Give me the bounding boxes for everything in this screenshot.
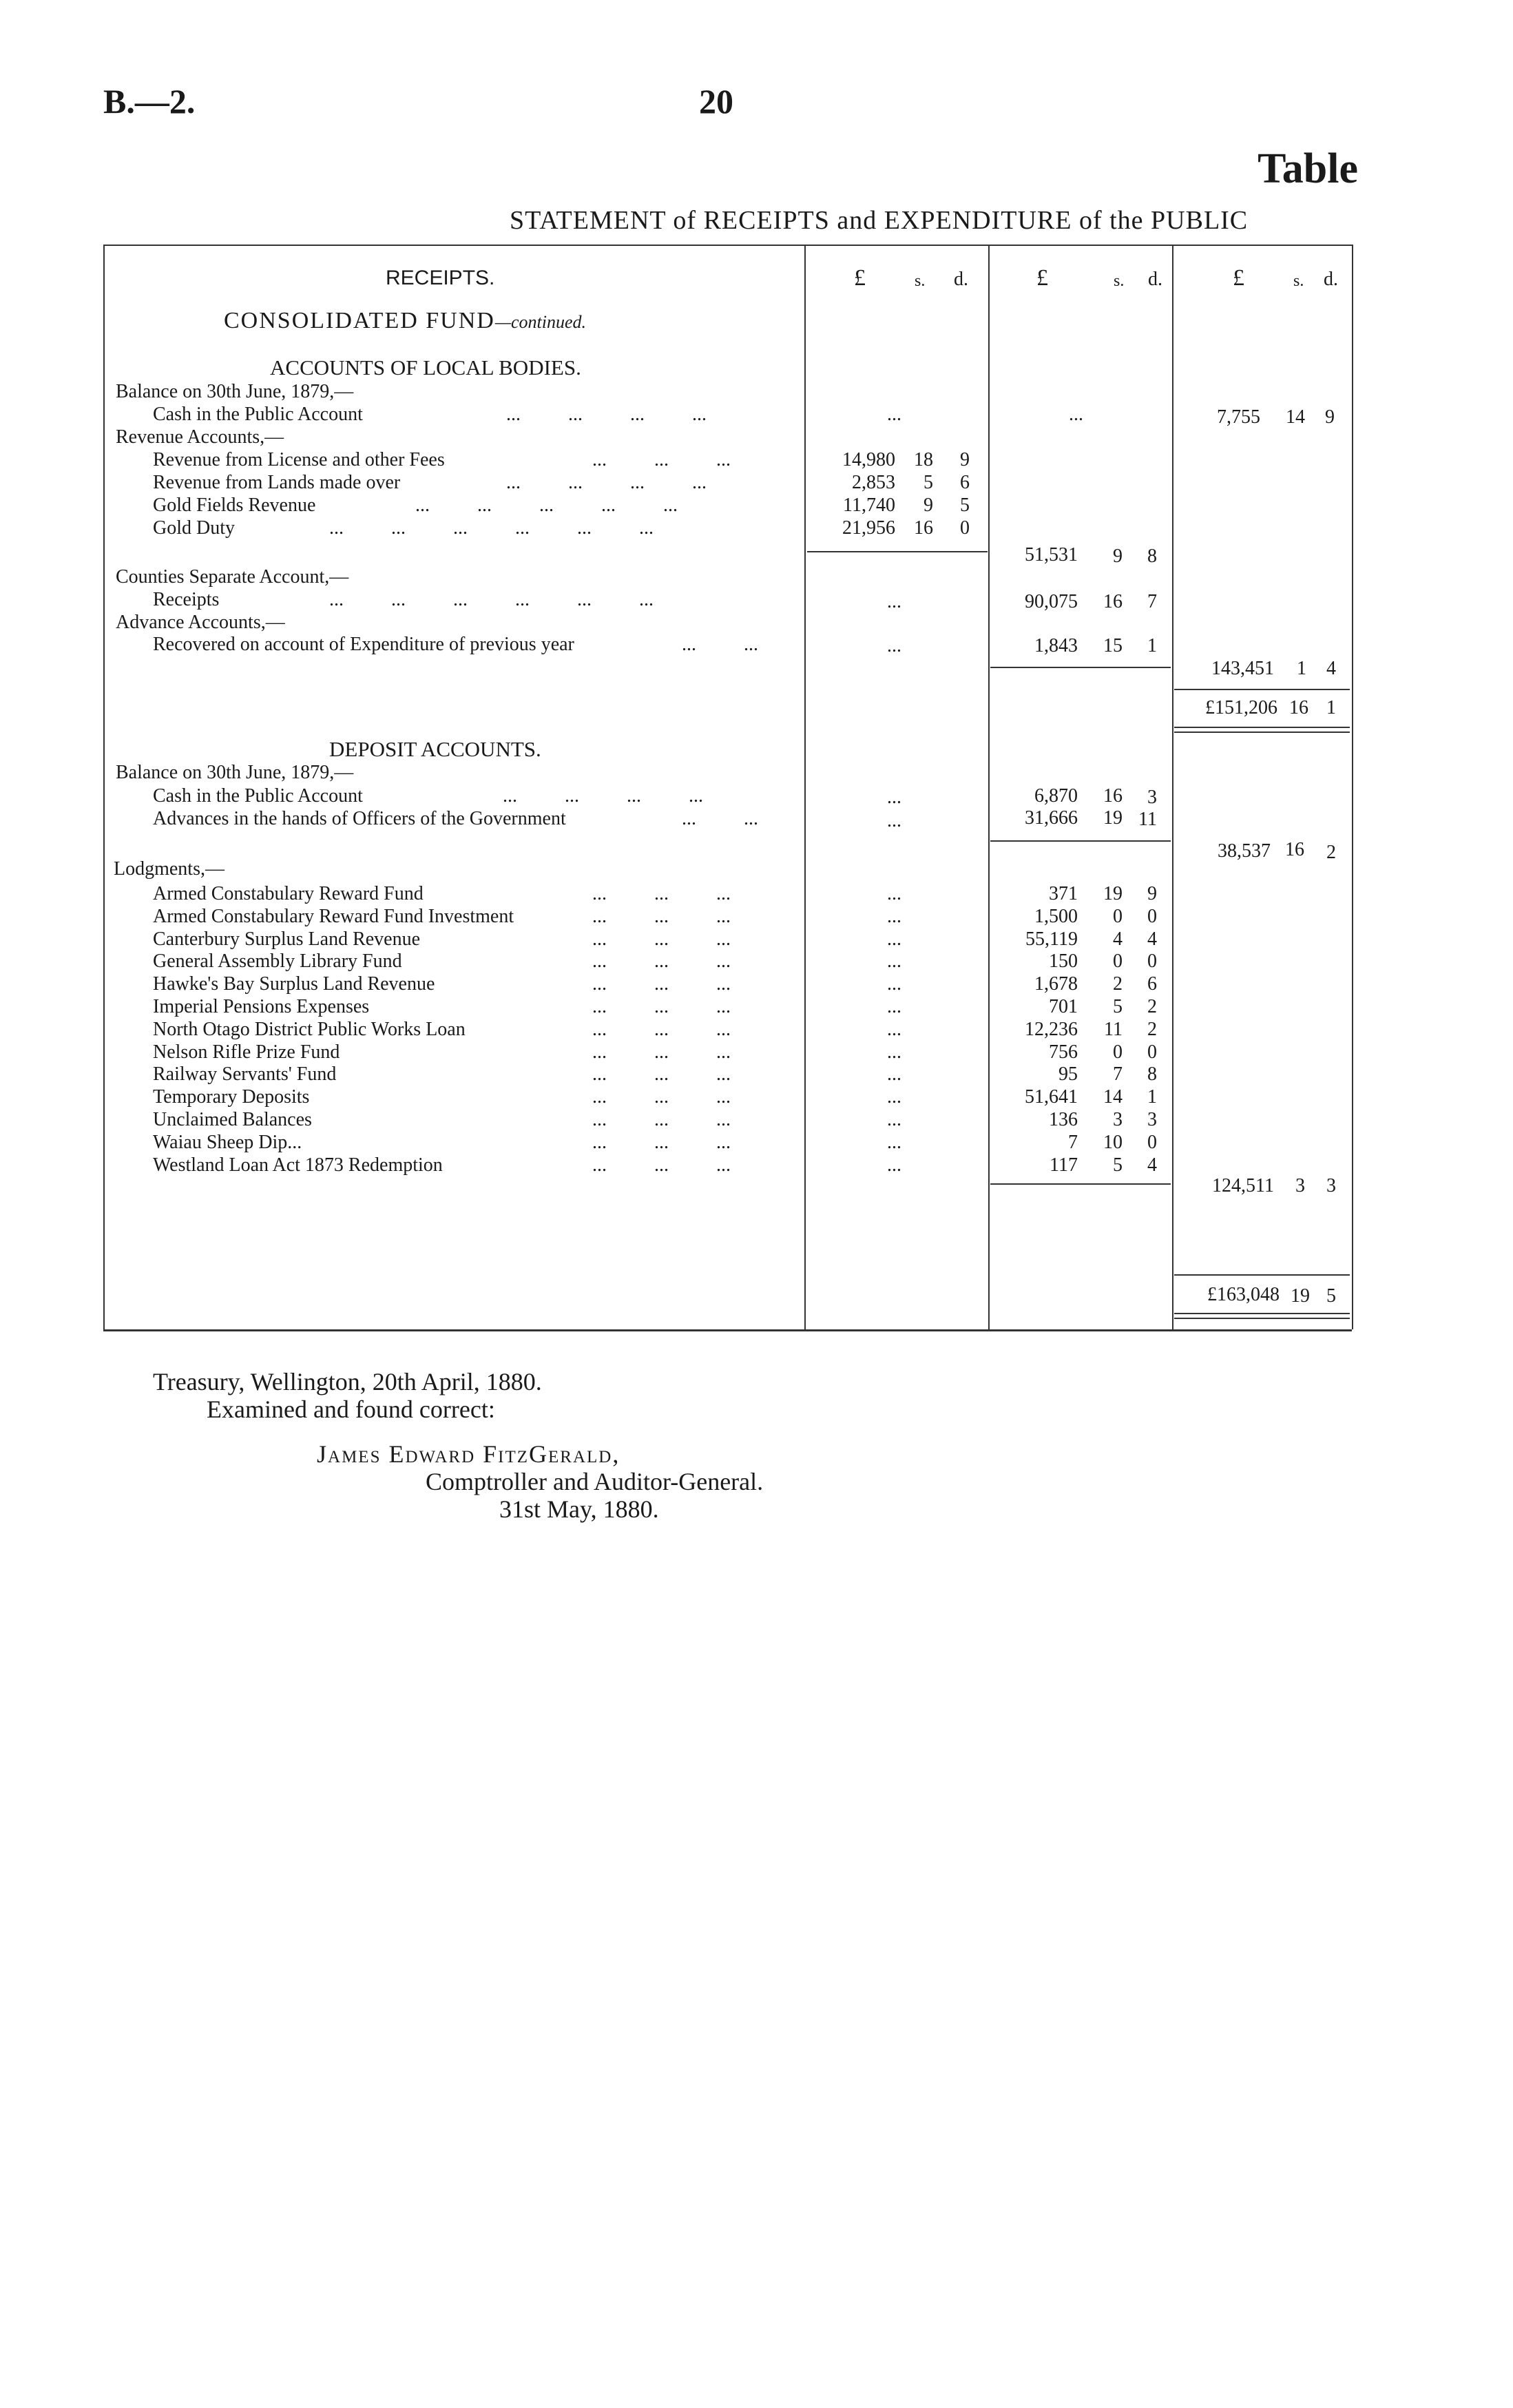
recovered-label: Recovered on account of Expenditure of previous year — [153, 634, 574, 655]
lodgment-label: Nelson Rifle Prize Fund — [153, 1041, 340, 1063]
lodgment-shillings: 3 — [1113, 1109, 1123, 1130]
fund-title: CONSOLIDATED FUND—continued. — [224, 308, 586, 333]
lodgment-shillings: 0 — [1113, 905, 1123, 927]
lodgment-label: Waiau Sheep Dip... — [153, 1131, 302, 1153]
deposit-cash-shillings: 16 — [1103, 785, 1123, 807]
lodgment-label: Imperial Pensions Expenses — [153, 996, 370, 1017]
receipts-column-header: RECEIPTS. — [386, 267, 495, 289]
subtotal-rule — [990, 840, 1171, 842]
total-double-rule — [1174, 1318, 1350, 1319]
local-subtotal-shillings: 1 — [1297, 658, 1306, 679]
counties-receipts-pence: 7 — [1147, 591, 1157, 612]
revenue-item-pence: 9 — [960, 449, 970, 470]
total-double-rule — [1174, 1313, 1350, 1314]
ellipsis: ... — [887, 1041, 901, 1063]
lodgment-pence: 8 — [1147, 1063, 1157, 1086]
column-divider — [1352, 245, 1353, 1329]
dot-leader: ... ... — [682, 634, 758, 655]
table-top-rule — [103, 245, 1352, 246]
recovered-pounds: 1,843 — [1034, 635, 1078, 656]
revenue-item-label: Revenue from License and other Fees — [153, 449, 445, 470]
statement-title: STATEMENT of RECEIPTS and EXPENDITURE of the PUBLIC — [510, 206, 1249, 235]
lodgment-pence: 4 — [1147, 928, 1157, 950]
subtotal-rule — [990, 667, 1171, 668]
lodgment-label: Canterbury Surplus Land Revenue — [153, 928, 421, 950]
column-divider — [988, 245, 990, 1329]
lodgment-shillings: 10 — [1103, 1131, 1123, 1153]
total-double-rule — [1174, 731, 1350, 733]
local-total-shillings: 16 — [1289, 697, 1308, 718]
ellipsis: ... — [887, 787, 901, 808]
deposit-balance-total-pounds: 38,537 — [1218, 840, 1271, 862]
lodgment-pounds: 55,119 — [1025, 928, 1078, 950]
revenue-item-shillings: 18 — [914, 449, 933, 470]
ellipsis: ... — [887, 635, 901, 656]
counties-receipts-shillings: 16 — [1103, 591, 1123, 612]
lodgment-label: Armed Constabulary Reward Fund Investment — [153, 905, 514, 927]
lodgments-label: Lodgments,— — [114, 858, 225, 880]
deposit-accounts-title: DEPOSIT ACCOUNTS. — [329, 737, 541, 761]
revenue-item-shillings: 5 — [924, 472, 933, 493]
lodgment-shillings: 5 — [1113, 996, 1123, 1017]
lodgment-pence: 1 — [1147, 1086, 1157, 1108]
revenue-item-pounds: 21,956 — [842, 517, 895, 539]
deposit-cash-pence: 3 — [1147, 787, 1157, 808]
ellipsis: ... — [887, 1063, 901, 1086]
deposit-advances-pence: 11 — [1138, 809, 1157, 830]
lodgment-shillings: 4 — [1113, 928, 1123, 950]
ellipsis: ... — [887, 1154, 901, 1176]
dot-leader: ... ... ... ... — [506, 404, 707, 425]
subtotal-rule — [807, 551, 988, 552]
ellipsis: ... — [887, 951, 901, 973]
counties-receipts-label: Receipts — [153, 589, 220, 610]
lodgment-pounds: 756 — [1049, 1041, 1078, 1063]
revenue-item-label: Gold Fields Revenue — [153, 495, 316, 516]
local-subtotal-pounds: 143,451 — [1211, 658, 1274, 679]
local-subtotal-pence: 4 — [1326, 658, 1336, 679]
lodgments-total-shillings: 3 — [1295, 1175, 1305, 1196]
lodgment-pounds: 701 — [1049, 996, 1078, 1017]
local-total-pounds: £151,206 — [1205, 697, 1277, 718]
lodgment-label: Railway Servants' Fund — [153, 1063, 337, 1086]
ellipsis: ... — [887, 810, 901, 831]
dot-leader: ... ... ... ... ... — [415, 495, 678, 516]
revenue-sum-shillings: 9 — [1113, 546, 1123, 567]
counties-label: Counties Separate Account,— — [116, 566, 349, 588]
revenue-item-pounds: 14,980 — [842, 449, 895, 470]
dot-leader: ... ... ... ... — [506, 472, 707, 493]
deposit-cash-pounds: 6,870 — [1034, 785, 1078, 807]
dot-leader: ... ... ... ... ... ... — [329, 517, 654, 539]
lodgment-label: Temporary Deposits — [153, 1086, 310, 1108]
lodgment-pence: 0 — [1147, 1131, 1157, 1153]
dot-leader: ... ... ... — [592, 1131, 731, 1153]
lodgment-shillings: 5 — [1113, 1154, 1123, 1176]
subtotal-rule — [990, 1183, 1171, 1185]
column-divider — [103, 245, 105, 1329]
ellipsis: ... — [887, 883, 901, 904]
lodgment-pence: 3 — [1147, 1109, 1157, 1130]
ellipsis: ... — [887, 973, 901, 995]
ellipsis: ... — [887, 404, 901, 425]
lodgments-total-pence: 3 — [1326, 1175, 1336, 1196]
deposit-advances-pounds: 31,666 — [1025, 807, 1078, 829]
ellipsis: ... — [1069, 404, 1083, 425]
local-bodies-title: ACCOUNTS OF LOCAL BODIES. — [270, 355, 581, 380]
revenue-item-label: Revenue from Lands made over — [153, 472, 401, 493]
ellipsis: ... — [887, 1018, 901, 1040]
col3-pound-header: £ — [1233, 265, 1244, 291]
lodgment-shillings: 0 — [1113, 951, 1123, 973]
lodgments-total-pounds: 124,511 — [1212, 1175, 1274, 1196]
table-heading: Table — [1258, 145, 1358, 192]
lodgment-label: Unclaimed Balances — [153, 1109, 312, 1130]
grand-total-pounds: £163,048 — [1207, 1284, 1280, 1305]
total-rule — [1174, 689, 1350, 690]
lodgment-pounds: 136 — [1049, 1109, 1078, 1130]
dot-leader: ... ... ... ... — [503, 785, 703, 807]
local-total-pence: 1 — [1326, 697, 1336, 718]
grand-total-shillings: 19 — [1291, 1285, 1310, 1307]
document-reference: B.—2. — [103, 82, 196, 121]
local-cash-pounds: 7,755 — [1217, 406, 1260, 428]
lodgment-pence: 2 — [1147, 1018, 1157, 1040]
lodgment-pounds: 371 — [1049, 883, 1078, 904]
col1-pound-header: £ — [854, 265, 866, 291]
col2-pence-header: d. — [1148, 269, 1162, 290]
lodgment-label: North Otago District Public Works Loan — [153, 1018, 466, 1040]
revenue-sum-pounds: 51,531 — [1025, 544, 1078, 565]
col3-shilling-header: s. — [1293, 272, 1304, 290]
revenue-item-pounds: 11,740 — [843, 495, 895, 516]
local-cash-pence: 9 — [1325, 406, 1335, 428]
ellipsis: ... — [887, 1086, 901, 1108]
col3-pence-header: d. — [1324, 269, 1338, 290]
total-rule — [1174, 1274, 1350, 1276]
dot-leader: ... ... ... — [592, 996, 731, 1017]
lodgment-label: Armed Constabulary Reward Fund — [153, 883, 424, 904]
ellipsis: ... — [887, 1109, 901, 1130]
dot-leader: ... ... ... — [592, 1063, 731, 1086]
lodgment-shillings: 14 — [1103, 1086, 1123, 1108]
lodgment-pounds: 117 — [1050, 1154, 1078, 1176]
lodgment-shillings: 19 — [1103, 883, 1123, 904]
ellipsis: ... — [887, 905, 901, 927]
deposit-advances-label: Advances in the hands of Officers of the Government — [153, 808, 566, 829]
ellipsis: ... — [887, 928, 901, 950]
lodgment-pence: 4 — [1147, 1154, 1157, 1176]
col2-pound-header: £ — [1036, 265, 1048, 291]
lodgment-pence: 0 — [1147, 905, 1157, 927]
col1-shilling-header: s. — [915, 272, 926, 290]
deposit-cash-label: Cash in the Public Account — [153, 785, 363, 807]
ellipsis: ... — [887, 996, 901, 1017]
lodgment-pounds: 51,641 — [1025, 1086, 1078, 1108]
dot-leader: ... ... ... — [592, 973, 731, 995]
dot-leader: ... ... ... — [592, 1154, 731, 1176]
revenue-item-pence: 0 — [960, 517, 970, 539]
examined-line: Examined and found correct: — [207, 1395, 495, 1423]
lodgment-pounds: 95 — [1058, 1063, 1078, 1086]
lodgment-pounds: 7 — [1068, 1131, 1078, 1153]
local-balance-label: Balance on 30th June, 1879,— — [116, 381, 354, 402]
dot-leader: ... ... ... — [592, 1086, 731, 1108]
revenue-item-pence: 6 — [960, 472, 970, 493]
dot-leader: ... ... ... — [592, 1041, 731, 1063]
deposit-balance-total-pence: 2 — [1326, 842, 1336, 863]
lodgment-label: Westland Loan Act 1873 Redemption — [153, 1154, 443, 1176]
ellipsis: ... — [887, 591, 901, 612]
deposit-balance-total-shillings: 16 — [1285, 839, 1304, 860]
lodgment-shillings: 2 — [1113, 973, 1123, 995]
lodgment-pence: 0 — [1147, 951, 1157, 973]
total-double-rule — [1174, 727, 1350, 728]
revenue-item-label: Gold Duty — [153, 517, 235, 539]
dot-leader: ... ... ... — [592, 951, 731, 973]
lodgment-label: Hawke's Bay Surplus Land Revenue — [153, 973, 435, 995]
col1-pence-header: d. — [954, 269, 968, 290]
revenue-item-pence: 5 — [960, 495, 970, 516]
lodgment-pence: 2 — [1147, 996, 1157, 1017]
lodgment-pounds: 12,236 — [1025, 1018, 1078, 1040]
auditor-name: James Edward FitzGerald, — [317, 1440, 620, 1468]
revenue-sum-pence: 8 — [1147, 546, 1157, 567]
grand-total-pence: 5 — [1326, 1285, 1336, 1307]
ellipsis: ... — [887, 1131, 901, 1153]
lodgment-label: General Assembly Library Fund — [153, 951, 402, 973]
lodgment-shillings: 7 — [1113, 1063, 1123, 1086]
local-cash-shillings: 14 — [1286, 406, 1305, 428]
lodgment-pence: 9 — [1147, 883, 1157, 904]
recovered-pence: 1 — [1147, 635, 1157, 656]
deposit-balance-label: Balance on 30th June, 1879,— — [116, 762, 354, 783]
auditor-title: Comptroller and Auditor-General. — [426, 1468, 764, 1495]
lodgment-shillings: 11 — [1104, 1018, 1123, 1040]
dot-leader: ... ... ... — [592, 1109, 731, 1130]
revenue-item-pounds: 2,853 — [852, 472, 895, 493]
col2-shilling-header: s. — [1114, 272, 1125, 290]
dot-leader: ... ... ... — [592, 1018, 731, 1040]
lodgment-pence: 0 — [1147, 1041, 1157, 1063]
revenue-item-shillings: 16 — [914, 517, 933, 539]
dot-leader: ... ... — [682, 808, 758, 829]
dot-leader: ... ... ... — [592, 928, 731, 950]
lodgment-pounds: 1,500 — [1034, 905, 1078, 927]
revenue-accounts-label: Revenue Accounts,— — [116, 426, 284, 448]
recovered-shillings: 15 — [1103, 635, 1123, 656]
page-number: 20 — [699, 82, 733, 121]
local-cash-label: Cash in the Public Account — [153, 404, 363, 425]
revenue-item-shillings: 9 — [924, 495, 933, 516]
deposit-advances-shillings: 19 — [1103, 807, 1123, 829]
column-divider — [804, 245, 806, 1329]
advance-accounts-label: Advance Accounts,— — [116, 612, 285, 633]
dot-leader: ... ... ... — [592, 449, 731, 470]
lodgment-shillings: 0 — [1113, 1041, 1123, 1063]
dot-leader: ... ... ... — [592, 883, 731, 904]
treasury-line: Treasury, Wellington, 20th April, 1880. — [153, 1368, 542, 1395]
counties-receipts-pounds: 90,075 — [1025, 591, 1078, 612]
dot-leader: ... ... ... — [592, 905, 731, 927]
lodgment-pounds: 150 — [1049, 951, 1078, 973]
audit-date: 31st May, 1880. — [499, 1495, 659, 1523]
lodgment-pounds: 1,678 — [1034, 973, 1078, 995]
table-bottom-rule — [103, 1329, 1352, 1331]
lodgment-pence: 6 — [1147, 973, 1157, 995]
dot-leader: ... ... ... ... ... ... — [329, 589, 654, 610]
